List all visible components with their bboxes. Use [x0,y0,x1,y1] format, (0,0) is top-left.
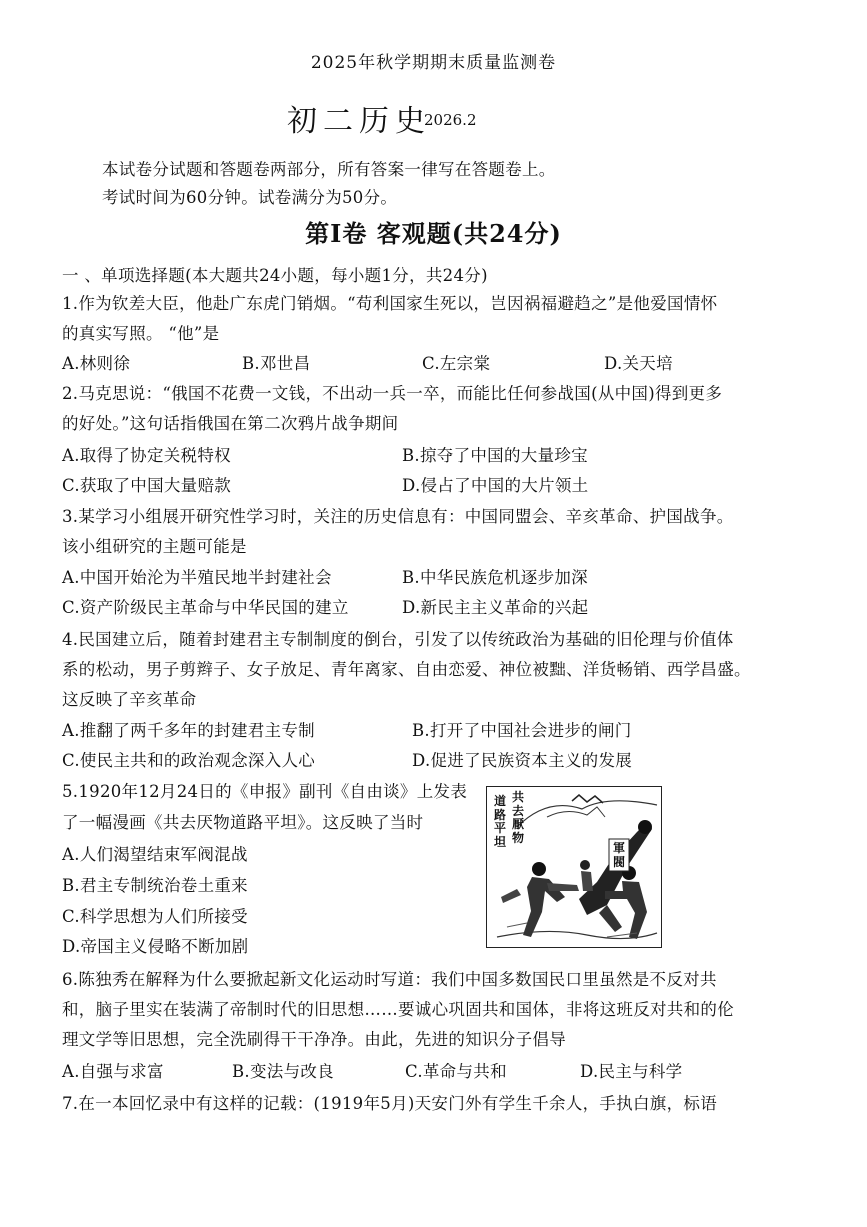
option-d: D.关天培 [604,354,673,373]
option-b: B.掠夺了中国的大量珍宝 [402,446,588,465]
question-text-line: 该小组研究的主题可能是 [62,537,247,556]
question-text-line: 理文学等旧思想，完全洗刷得干干净净。由此，先进的知识分子倡导 [62,1030,566,1049]
option-d: D.帝国主义侵略不断加剧 [62,937,249,956]
part-heading: 一 、单项选择题(本大题共24小题，每小题1分，共24分) [62,266,488,285]
instruction-line-2: 考试时间为60分钟。试卷满分为50分。 [102,188,398,207]
option-b: B.邓世昌 [242,354,311,373]
option-b: B.君主专制统治卷土重来 [62,876,248,895]
option-a: A.中国开始沦为半殖民地半封建社会 [62,568,332,587]
option-b: B.中华民族危机逐步加深 [402,568,588,587]
question-text-line: 3.某学习小组展开研究性学习时，关注的历史信息有：中国同盟会、辛亥革命、护国战争。 [62,507,734,526]
exam-title: 2025年秋学期期末质量监测卷 [310,53,557,73]
option-d: D.新民主主义革命的兴起 [402,598,589,617]
cartoon-caption-col-2: 共去厭物 [511,790,524,845]
question-text-line: 5.1920年12月24日的《申报》副刊《自由谈》上发表 [62,782,468,801]
option-a: A.取得了协定关税特权 [62,446,231,465]
question-text-line: 的真实写照。 “他”是 [62,324,220,343]
question-text-line: 的好处。”这句话指俄国在第二次鸦片战争期间 [62,414,399,433]
option-d: D.促进了民族资本主义的发展 [412,751,633,770]
option-a: A.人们渴望结束军阀混战 [62,845,248,864]
option-c: C.获取了中国大量赔款 [62,476,232,495]
question-text-line: 7.在一本回忆录中有这样的记载：(1919年5月)天安门外有学生千余人，手执白旗，标语 [62,1094,718,1113]
option-c: C.革命与共和 [405,1062,507,1081]
question-text-line: 这反映了辛亥革命 [62,690,197,709]
cartoon-image [486,786,662,948]
option-c: C.资产阶级民主革命与中华民国的建立 [62,598,349,617]
exam-date: 2026.2 [424,111,477,129]
option-b: B.变法与改良 [232,1062,334,1081]
cartoon-label: 軍閥 [612,841,625,869]
question-text-line: 4.民国建立后，随着封建君主专制制度的倒台，引发了以传统政治为基础的旧伦理与价值体 [62,630,734,649]
option-d: D.民主与科学 [580,1062,683,1081]
question-text-line: 系的松动，男子剪辫子、女子放足、青年离家、自由恋爱、神位被黜、洋货畅销、西学昌盛。 [62,660,751,679]
option-b: B.打开了中国社会进步的闸门 [412,721,632,740]
question-text-line: 和，脑子里实在装满了帝制时代的旧思想……要诚心巩固共和国体，非将这班反对共和的伦 [62,1000,734,1019]
question-text-line: 了一幅漫画《共去厌物道路平坦》。这反映了当时 [62,813,424,832]
option-a: A.自强与求富 [62,1062,164,1081]
instruction-line-1: 本试卷分试题和答题卷两部分，所有答案一律写在答题卷上。 [102,160,556,179]
question-text-line: 6.陈独秀在解释为什么要掀起新文化运动时写道：我们中国多数国民口里虽然是不反对共 [62,970,717,989]
question-text-line: 2.马克思说：“俄国不花费一文钱，不出动一兵一卒，而能比任何参战国(从中国)得到更多 [62,384,723,403]
option-c: C.使民主共和的政治观念深入人心 [62,751,316,770]
option-c: C.左宗棠 [422,354,491,373]
option-c: C.科学思想为人们所接受 [62,907,248,926]
cartoon-caption-col-1: 道路平坦 [493,794,506,849]
option-d: D.侵占了中国的大片领土 [402,476,589,495]
option-a: A.林则徐 [62,354,131,373]
subject-title: 初二历史 [287,104,431,139]
section-title: 第Ⅰ卷 客观题(共24分) [305,219,562,248]
option-a: A.推翻了两千多年的封建君主专制 [62,721,315,740]
question-text-line: 1.作为钦差大臣，他赴广东虎门销烟。“苟利国家生死以，岂因祸福避趋之”是他爱国情怀 [62,294,718,313]
